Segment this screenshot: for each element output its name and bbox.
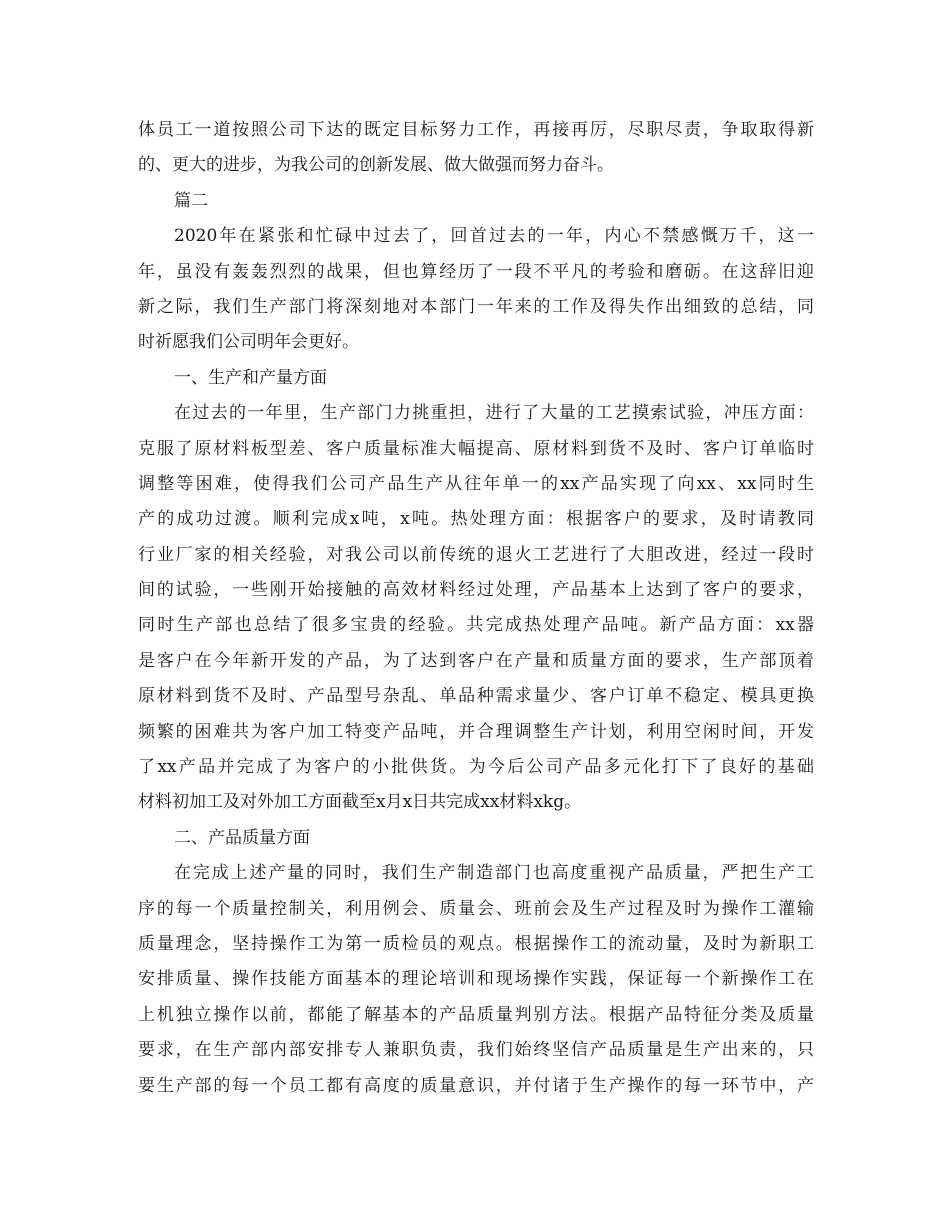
text-line: 在过去的一年里，生产部门力挑重担，进行了大量的工艺摸索试验，冲压方面：: [174, 403, 814, 424]
text-line: 时祈愿我们公司明年会更好。: [138, 332, 359, 353]
text-line: 序的每一个质量控制关，利用例会、质量会、班前会及生产过程及时为操作工灌输: [138, 898, 814, 919]
text-line: 材料初加工及对外加工方面截至x月x日共完成xx材料xkg。: [138, 792, 582, 813]
text-line: 要生产部的每一个员工都有高度的质量意识，并付诸于生产操作的每一环节中，产: [138, 1075, 814, 1096]
text-line: 在完成上述产量的同时，我们生产制造部门也高度重视产品质量，严把生产工: [174, 863, 814, 884]
document-body: [138, 113, 814, 1104]
text-line: 间的试验，一些刚开始接触的高效材料经过处理，产品基本上达到了客户的要求，: [138, 580, 814, 601]
text-line: 原材料到货不及时、产品型号杂乱、单品种需求量少、客户订单不稳定、模具更换: [138, 686, 814, 707]
text-line: 要求，在生产部内部安排专人兼职负责，我们始终坚信产品质量是生产出来的，只: [138, 1040, 814, 1061]
text-line: 上机独立操作以前，都能了解基本的产品质量判别方法。根据产品特征分类及质量: [138, 1004, 814, 1025]
text-line: 频繁的困难共为客户加工特变产品吨，并合理调整生产计划，利用空闲时间，开发: [138, 721, 814, 742]
text-line: 克服了原材料板型差、客户质量标准大幅提高、原材料到货不及时、客户订单临时: [138, 438, 814, 459]
text-line: 一、生产和产量方面: [174, 367, 327, 388]
text-line: 的、更大的进步，为我公司的创新发展、做大做强而努力奋斗。: [138, 155, 614, 176]
text-line: 产的成功过渡。顺利完成x吨，x吨。热处理方面：根据客户的要求，及时请教同: [138, 509, 814, 530]
text-line: 调整等困难，使得我们公司产品生产从往年单一的xx产品实现了向xx、xx同时生: [138, 473, 814, 494]
text-line: 同时生产部也总结了很多宝贵的经验。共完成热处理产品吨。新产品方面：xx器: [138, 615, 814, 636]
text-line: 年，虽没有轰轰烈烈的战果，但也算经历了一段不平凡的考验和磨砺。在这辞旧迎: [138, 261, 814, 282]
text-line: 安排质量、操作技能方面基本的理论培训和现场操作实践，保证每一个新操作工在: [138, 969, 814, 990]
text-line: 篇二: [174, 190, 208, 211]
text-line: 了xx产品并完成了为客户的小批供货。为今后公司产品多元化打下了良好的基础: [138, 757, 814, 778]
text-line: 新之际，我们生产部门将深刻地对本部门一年来的工作及得失作出细致的总结，同: [138, 296, 814, 317]
text-line: 二、产品质量方面: [174, 827, 310, 848]
text-line: 体员工一道按照公司下达的既定目标努力工作，再接再厉，尽职尽责，争取取得新: [138, 120, 814, 140]
text-line: 2020年在紧张和忙碌中过去了，回首过去的一年，内心不禁感慨万千，这一: [174, 226, 814, 247]
text-line: 行业厂家的相关经验，对我公司以前传统的退火工艺进行了大胆改进，经过一段时: [138, 544, 814, 565]
text-line: 是客户在今年新开发的产品，为了达到客户在产量和质量方面的要求，生产部顶着: [138, 650, 814, 671]
text-line: 质量理念，坚持操作工为第一质检员的观点。根据操作工的流动量，及时为新职工: [138, 933, 814, 954]
